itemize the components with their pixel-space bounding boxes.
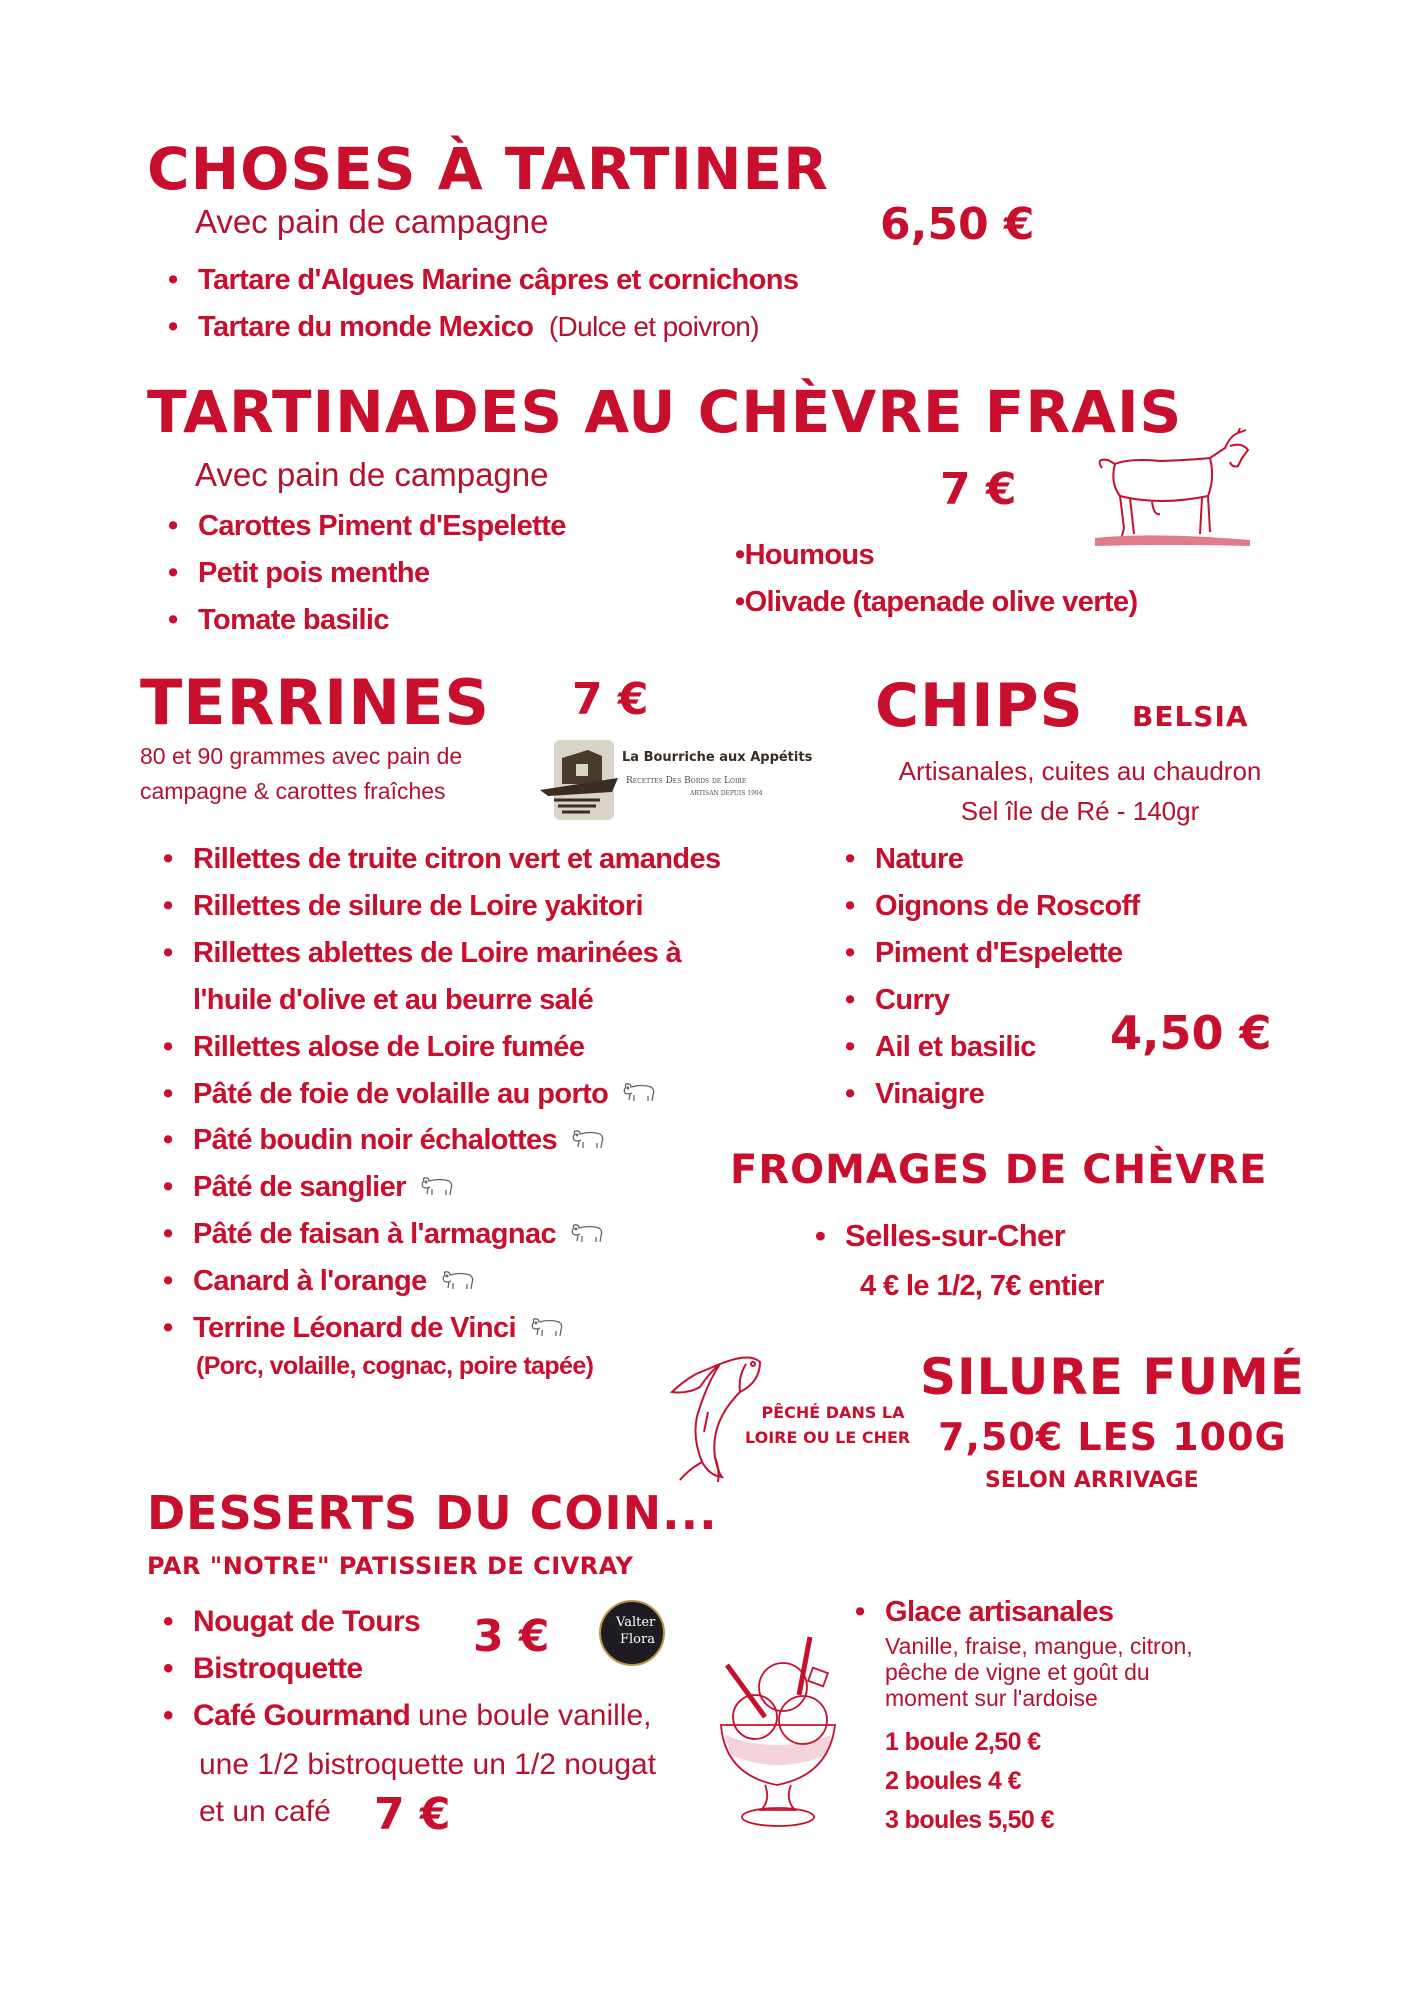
list-item [168, 559, 430, 588]
chips-subtitle-1: Artisanales, cuites au chaudron [898, 756, 1262, 786]
cafe-price: 7 € [374, 1789, 451, 1840]
goat-icon [1090, 428, 1255, 553]
terrine-item [163, 1126, 605, 1156]
bullet-icon: • [855, 1596, 865, 1628]
choses-subtitle: Avec pain de campagne [195, 203, 549, 240]
terrine-item [163, 1314, 564, 1344]
item-name: Pâté de sanglier [193, 1171, 406, 1204]
bullet-icon: • [163, 1652, 173, 1685]
item-name: Pâté de faisan à l'armagnac [193, 1218, 557, 1251]
pig-icon [530, 1315, 564, 1344]
bullet-icon: • [163, 1605, 173, 1638]
cafe-desc-2: une 1/2 bistroquette un 1/2 nougat [199, 1748, 657, 1781]
item-note: (Dulce et poivron) [548, 311, 760, 342]
list-item [168, 512, 566, 541]
bullet-icon: • [163, 1030, 173, 1063]
bullet-icon: • [163, 1699, 173, 1732]
bullet-icon: • [845, 1077, 855, 1110]
item-desc: une boule vanille, [417, 1699, 652, 1732]
section-title-chips: CHIPS [875, 671, 1084, 741]
desserts-subtitle: PAR "NOTRE" PATISSIER DE CIVRAY [147, 1552, 634, 1580]
chips-brand: BELSIA [1132, 700, 1249, 733]
item-name: Tartare d'Algues Marine câpres et cornichons [198, 264, 799, 296]
chips-price: 4,50 € [1110, 1006, 1272, 1060]
list-item [163, 1607, 420, 1637]
logo-tagline: Recettes Des Bords de Loire [626, 776, 747, 786]
item-name: Carottes Piment d'Espelette [198, 510, 566, 542]
chips-item [845, 889, 1140, 922]
supplier-logo-bourriche [540, 740, 830, 820]
bullet-icon: • [168, 510, 178, 542]
section-title-choses: CHOSES À TARTINER [147, 135, 829, 203]
glace-price-2: 2 boules 4 € [885, 1767, 1021, 1795]
valter-flora-logo [599, 1600, 665, 1666]
silure-note-1: PÊCHÉ DANS LA [761, 1403, 905, 1422]
terrines-subtitle-2: campagne & carottes fraîches [140, 778, 446, 804]
terrine-item [163, 845, 721, 874]
section-title-silure: SILURE FUMÉ [920, 1348, 1306, 1406]
list-item-glace [855, 1598, 1113, 1627]
bullet-icon: • [163, 1218, 173, 1251]
glace-price-1: 1 boule 2,50 € [885, 1728, 1041, 1756]
pig-icon [420, 1174, 454, 1203]
terrine-item [163, 1173, 454, 1203]
item-name: Tartare du monde Mexico [198, 311, 534, 343]
item-name: Terrine Léonard de Vinci [193, 1312, 516, 1344]
chips-subtitle-2: Sel île de Ré - 140gr [960, 796, 1200, 826]
section-title-fromages: FROMAGES DE CHÈVRE [730, 1147, 1268, 1193]
choses-price: 6,50 € [880, 199, 1035, 250]
bullet-icon: • [163, 843, 173, 875]
pig-icon [622, 1080, 656, 1109]
list-item [168, 313, 759, 342]
bullet-icon: • [845, 983, 855, 1016]
list-item [815, 1220, 1065, 1251]
bullet-icon: • [163, 936, 173, 969]
terrine-item [163, 1077, 656, 1110]
glace-price-3: 3 boules 5,50 € [885, 1806, 1054, 1834]
terrine-item [163, 1267, 475, 1297]
tartinades-price: 7 € [940, 464, 1017, 515]
pig-icon [441, 1268, 475, 1297]
chips-item [845, 1077, 985, 1110]
bullet-icon: • [163, 889, 173, 922]
item-name: Rillettes de truite citron vert et amandes [193, 843, 721, 875]
item-name: Rillettes alose de Loire fumée [193, 1030, 585, 1063]
logo-since: ARTISAN DEPUIS 1994 [690, 790, 763, 797]
bullet-icon: • [168, 557, 178, 589]
bullet-icon: • [163, 1312, 173, 1344]
silure-price: 7,50€ LES 100G [938, 1415, 1287, 1459]
section-title-terrines: TERRINES [140, 666, 491, 739]
chips-item [845, 1030, 1036, 1063]
item-name: l'huile d'olive et au beurre salé [193, 983, 594, 1016]
tartinades-subtitle: Avec pain de campagne [195, 456, 549, 493]
bullet-icon: • [815, 1218, 826, 1253]
bullet-icon: • [168, 264, 178, 296]
item-name: Ail et basilic [875, 1030, 1036, 1063]
glace-desc-3: moment sur l'ardoise [885, 1685, 1098, 1711]
glace-desc-2: pêche de vigne et goût du [885, 1659, 1150, 1685]
item-name: Nature [875, 843, 964, 875]
item-name: Bistroquette [193, 1652, 363, 1685]
logo-line-1: Valter [616, 1615, 656, 1630]
item-name: Pâté de foie de volaille au porto [193, 1077, 609, 1110]
silure-note-2: LOIRE OU LE CHER [745, 1428, 911, 1447]
cafe-desc-3: et un café [199, 1795, 331, 1828]
logo-line-2: Flora [620, 1632, 655, 1647]
bullet-icon: • [845, 1030, 855, 1063]
ice-cream-sundae-icon [715, 1625, 855, 1835]
item-name: Vinaigre [875, 1077, 985, 1110]
item-name: Pâté boudin noir échalottes [193, 1124, 558, 1157]
list-item [163, 1654, 362, 1684]
terrine-item [163, 936, 682, 969]
item-name: Nougat de Tours [193, 1605, 421, 1638]
silure-availability: SELON ARRIVAGE [985, 1468, 1199, 1493]
bullet-icon: • [163, 1171, 173, 1204]
boat-house-icon [540, 740, 620, 820]
terrines-subtitle-1: 80 et 90 grammes avec pain de [140, 743, 463, 769]
bullet-icon: • [735, 539, 745, 571]
item-name: Rillettes de silure de Loire yakitori [193, 889, 644, 922]
terrine-last-note: (Porc, volaille, cognac, poire tapée) [196, 1352, 594, 1380]
section-title-tartinades: TARTINADES AU CHÈVRE FRAIS [147, 378, 1183, 446]
list-item [168, 606, 389, 635]
list-item [168, 266, 798, 295]
item-name: Rillettes ablettes de Loire marinées à [193, 936, 682, 969]
terrine-item [163, 983, 594, 1016]
list-item [735, 588, 1138, 617]
glace-desc-1: Vanille, fraise, mangue, citron, [885, 1633, 1193, 1659]
item-name: Petit pois menthe [198, 557, 430, 589]
item-name: Olivade (tapenade olive verte) [744, 586, 1138, 618]
bullet-icon: • [163, 1265, 173, 1298]
list-item [735, 541, 874, 570]
item-name: Selles-sur-Cher [845, 1218, 1066, 1253]
list-item-cafe-gourmand [163, 1701, 652, 1731]
terrine-item [163, 1030, 585, 1063]
logo-name: La Bourriche aux Appétits [622, 750, 813, 765]
section-title-desserts: DESSERTS DU COIN... [147, 1486, 718, 1540]
item-name: Canard à l'orange [193, 1265, 427, 1298]
bullet-icon: • [168, 604, 178, 636]
terrine-item [163, 889, 644, 922]
pig-icon [570, 1221, 604, 1250]
item-name: Oignons de Roscoff [875, 889, 1140, 922]
bullet-icon: • [163, 1077, 173, 1110]
item-name: Tomate basilic [198, 604, 389, 636]
chips-item [845, 983, 950, 1016]
fromages-price: 4 € le 1/2, 7€ entier [860, 1270, 1104, 1302]
chips-item [845, 936, 1123, 969]
bullet-icon: • [845, 936, 855, 969]
terrine-item [163, 1220, 604, 1250]
item-name: Houmous [744, 539, 875, 571]
item-name: Curry [875, 983, 950, 1016]
bullet-icon: • [735, 586, 745, 618]
bullet-icon: • [845, 889, 855, 922]
item-name: Café Gourmand [193, 1699, 411, 1732]
bullet-icon: • [168, 311, 178, 343]
item-name: Glace artisanales [885, 1596, 1114, 1628]
desserts-price: 3 € [473, 1611, 550, 1662]
chips-item [845, 845, 963, 874]
terrines-price: 7 € [572, 674, 649, 725]
bullet-icon: • [163, 1124, 173, 1157]
bullet-icon: • [845, 843, 855, 875]
item-name: Piment d'Espelette [875, 936, 1123, 969]
pig-icon [571, 1127, 605, 1156]
